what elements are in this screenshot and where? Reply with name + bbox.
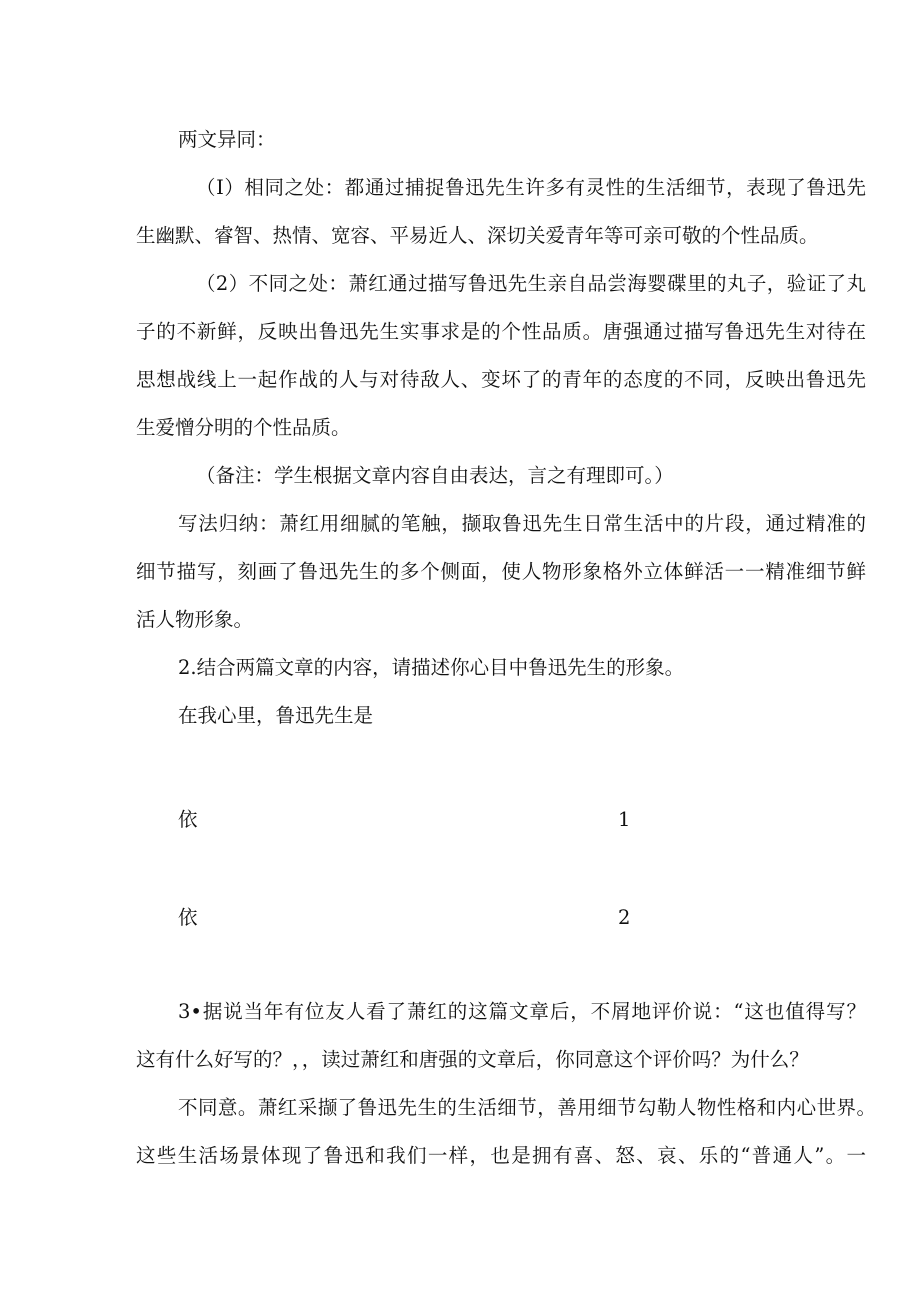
difference-line-4: 生爱憎分明的个性品质。 — [136, 416, 351, 439]
answer-row-2-number: 2 — [618, 906, 631, 929]
summary-line-3: 活人物形象。 — [136, 608, 254, 631]
answer-row-1-number: 1 — [618, 808, 631, 831]
summary-line-2: 细节描写，刻画了鲁迅先生的多个侧面，使人物形象格外立体鲜活一一精准细节鲜 — [136, 560, 866, 583]
question-3-answer-line-2: 这些生活场景体现了鲁迅和我们一样，也是拥有喜、怒、哀、乐的“普通人”。一 — [136, 1144, 866, 1167]
section-heading: 两文异同： — [178, 128, 276, 151]
question-3-answer-line-1: 不同意。萧红采撷了鲁迅先生的生活细节，善用细节勾勒人物性格和内心世界。 — [178, 1096, 876, 1119]
question-3-line-1: 3•据说当年有位友人看了萧红的这篇文章后，不屑地评价说：“这也值得写？ — [178, 1000, 866, 1023]
difference-line-3: 思想战线上一起作战的人与对待敌人、变坏了的青年的态度的不同，反映出鲁迅先 — [136, 368, 866, 391]
note-text: （备注：学生根据文章内容自由表达，言之有理即可。） — [196, 464, 674, 487]
similarity-line-2: 生幽默、睿智、热情、宽容、平易近人、深切关爱青年等可亲可敬的个性品质。 — [136, 224, 819, 247]
question-2: 2.结合两篇文章的内容，请描述你心目中鲁迅先生的形象。 — [178, 656, 685, 679]
answer-row-2-bullet: 依 — [178, 906, 198, 929]
question-3-line-2: 这有什么好写的？，，读过萧红和唐强的文章后，你同意这个评价吗？为什么？ — [136, 1048, 809, 1071]
summary-line-1: 写法归纳：萧红用细腻的笔触，撷取鲁迅先生日常生活中的片段，通过精准的 — [178, 512, 866, 535]
difference-line-1: （2）不同之处：萧红通过描写鲁迅先生亲自品尝海婴碟里的丸子，验证了丸 — [196, 272, 866, 295]
difference-line-2: 子的不新鲜，反映出鲁迅先生实事求是的个性品质。唐强通过描写鲁迅先生对待在 — [136, 320, 866, 343]
question-2-answer-start: 在我心里，鲁迅先生是 — [178, 704, 374, 727]
similarity-line-1: （I）相同之处：都通过捕捉鲁迅先生许多有灵性的生活细节，表现了鲁迅先 — [196, 176, 866, 199]
answer-row-1-bullet: 依 — [178, 808, 198, 831]
